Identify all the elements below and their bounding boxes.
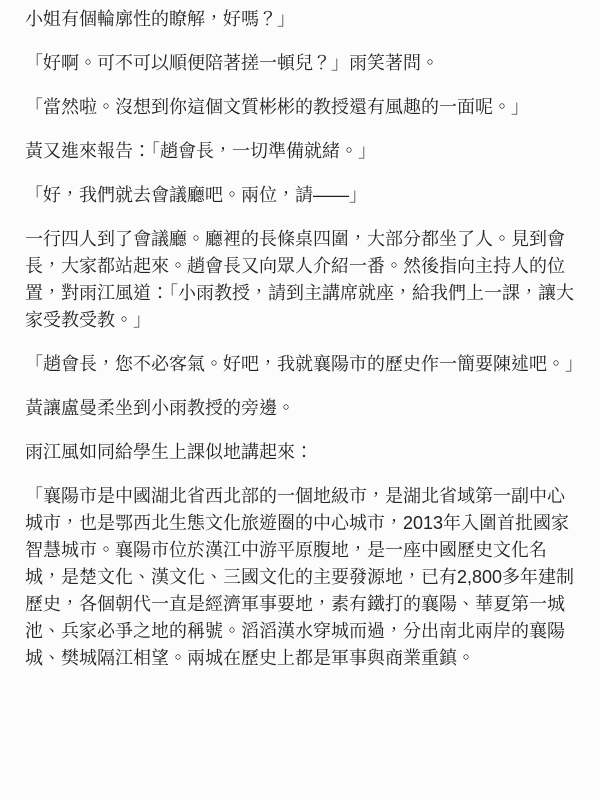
paragraph: 「襄陽市是中國湖北省西北部的一個地級市，是湖北省域第一副中心城市，也是鄂西北生態文化旅遊圈的中心城市，2013年入圍首批國家智慧城市。襄陽市位於漢江中游平原腹地，是一座中國歷史文化名城，是楚文化、漢文化、三國文化的主要發源地，已有2,800多年建制歷史，各個朝代一直是經濟軍事要地，素有鐵打的襄陽、華夏第一城池、兵家必爭之地的稱號。滔滔漢水穿城而過，分出南北兩岸的襄陽城、樊城隔江相望。兩城在歷史上都是軍事與商業重鎮。: [25, 486, 575, 668]
paragraph: 小姐有個輪廓性的瞭解，好嗎？」: [25, 9, 295, 29]
paragraph: 雨江風如同給學生上課似地講起來：: [25, 442, 313, 462]
paragraph: 「好啊。可不可以順便陪著搓一頓兒？」雨笑著問。: [25, 53, 439, 73]
paragraph: 一行四人到了會議廳。廳裡的長條桌四圍，大部分都坐了人。見到會長，大家都站起來。趙會長又向眾人介紹一番。然後指向主持人的位置，對雨江風道：「小雨教授，請到主講席就座，給我們上一課，讓大家受教受教。」: [25, 229, 574, 330]
paragraph: 黃又進來報告：「趙會長，一切準備就緒。」: [25, 141, 376, 161]
paragraph: 黃讓盧曼柔坐到小雨教授的旁邊。: [25, 398, 295, 418]
novel-text: [25, 6, 583, 672]
paragraph: 「好，我們就去會議廳吧。兩位，請——」: [25, 185, 367, 205]
paragraph: 「當然啦。沒想到你這個文質彬彬的教授還有風趣的一面呢。」: [25, 97, 529, 117]
paragraph: 「趙會長，您不必客氣。好吧，我就襄陽市的歷史作一簡要陳述吧。」: [25, 354, 583, 374]
